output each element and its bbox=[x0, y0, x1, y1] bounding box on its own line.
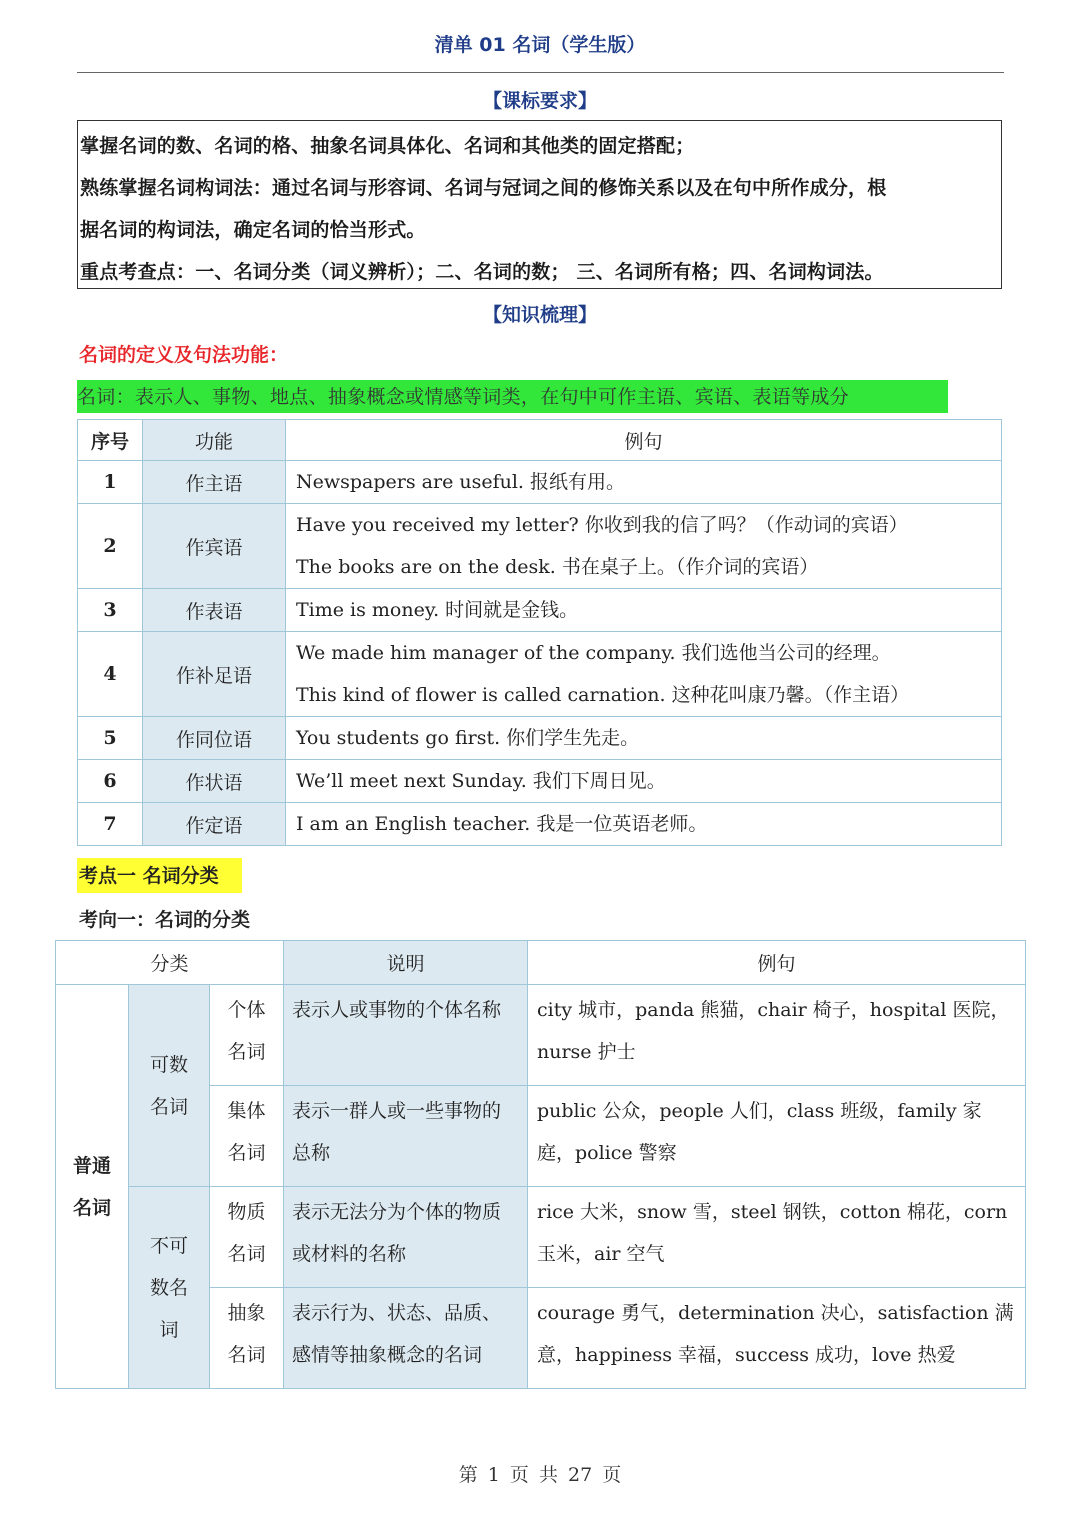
requirement-line: 掌握名词的数、名词的格、抽象名词具体化、名词和其他类的固定搭配； bbox=[80, 135, 695, 157]
table-row bbox=[56, 1187, 1026, 1288]
row-number: 2 bbox=[78, 504, 143, 589]
noun-type: 个体名词 bbox=[210, 985, 284, 1086]
row-number: 4 bbox=[78, 632, 143, 717]
requirement-line: 据名词的构词法，确定名词的恰当形式。 bbox=[80, 219, 426, 241]
row-function: 作定语 bbox=[143, 803, 286, 846]
table-row bbox=[78, 461, 1002, 504]
definition-subheading: 名词的定义及句法功能： bbox=[79, 344, 289, 366]
row-function: 作表语 bbox=[143, 589, 286, 632]
requirement-line: 重点考查点：一、名词分类（词义辨析）；二、名词的数； 三、名词所有格；四、名词构词法。 bbox=[80, 261, 884, 283]
row-example: Time is money. 时间就是金钱。 bbox=[296, 599, 579, 621]
row-example: Have you received my letter? 你收到我的信了吗？（作动词的宾语） bbox=[296, 514, 908, 536]
row-number: 6 bbox=[78, 760, 143, 803]
header-cell: 序号 bbox=[78, 420, 143, 461]
row-example: This kind of flower is called carnation. 这种花叫康乃馨。（作主语） bbox=[296, 684, 910, 706]
row-example: We made him manager of the company. 我们选他当公司的经理。 bbox=[296, 642, 891, 664]
table-header-row bbox=[56, 941, 1026, 985]
row-example: You students go first. 你们学生先走。 bbox=[296, 727, 640, 749]
header-cell: 分类 bbox=[56, 941, 284, 985]
definition-highlight: 名词：表示人、事物、地点、抽象概念或情感等词类，在句中可作主语、宾语、表语等成分 bbox=[77, 380, 948, 413]
table-row bbox=[78, 803, 1002, 846]
row-number: 5 bbox=[78, 717, 143, 760]
row-function: 作主语 bbox=[143, 461, 286, 504]
table-row bbox=[78, 504, 1002, 589]
row-function: 作同位语 bbox=[143, 717, 286, 760]
header-cell: 例句 bbox=[528, 941, 1026, 985]
type-description: 表示一群人或一些事物的总称 bbox=[284, 1086, 528, 1187]
requirement-line: 熟练掌握名词构词法：通过名词与形容词、名词与冠词之间的修饰关系以及在句中所作成分，根 bbox=[80, 177, 887, 199]
page-number: 第 1 页 共 27 页 bbox=[458, 1464, 622, 1486]
row-function: 作补足语 bbox=[143, 632, 286, 717]
table-row bbox=[78, 760, 1002, 803]
type-examples: rice 大米，snow 雪，steel 钢铁，cotton 棉花，corn 玉米，air 空气 bbox=[528, 1187, 1026, 1288]
row-example: I am an English teacher. 我是一位英语老师。 bbox=[296, 813, 708, 835]
classification-table bbox=[55, 940, 1026, 1389]
row-function: 作宾语 bbox=[143, 504, 286, 589]
type-examples: city 城市，panda 熊猫，chair 椅子，hospital 医院，nurse 护士 bbox=[528, 985, 1026, 1086]
direction-label: 考向一：名词的分类 bbox=[79, 909, 251, 931]
sub-category: 不可数名词 bbox=[129, 1187, 210, 1389]
table-header-row bbox=[78, 420, 1002, 461]
page-title: 清单 01 名词（学生版） bbox=[434, 34, 646, 56]
header-cell: 功能 bbox=[143, 420, 286, 461]
requirements-box bbox=[77, 120, 1002, 289]
table-row bbox=[78, 589, 1002, 632]
row-example: The books are on the desk. 书在桌子上。（作介词的宾语） bbox=[296, 556, 819, 578]
table-row bbox=[78, 632, 1002, 717]
type-description: 表示行为、状态、品质、感情等抽象概念的名词 bbox=[284, 1288, 528, 1389]
type-examples: public 公众，people 人们，class 班级，family 家庭，police 警察 bbox=[528, 1086, 1026, 1187]
row-function: 作状语 bbox=[143, 760, 286, 803]
row-number: 1 bbox=[78, 461, 143, 504]
row-example: We’ll meet next Sunday. 我们下周日见。 bbox=[296, 770, 666, 792]
function-table bbox=[77, 419, 1002, 846]
knowledge-heading: 【知识梳理】 bbox=[482, 304, 597, 326]
row-number: 7 bbox=[78, 803, 143, 846]
row-example: Newspapers are useful. 报纸有用。 bbox=[296, 471, 626, 493]
major-category: 普通名词 bbox=[56, 985, 129, 1389]
header-cell: 说明 bbox=[284, 941, 528, 985]
header-cell: 例句 bbox=[286, 420, 1002, 461]
row-number: 3 bbox=[78, 589, 143, 632]
table-row bbox=[56, 985, 1026, 1086]
noun-type: 物质名词 bbox=[210, 1187, 284, 1288]
sub-category: 可数名词 bbox=[129, 985, 210, 1187]
requirements-heading: 【课标要求】 bbox=[482, 90, 597, 112]
noun-type: 抽象名词 bbox=[210, 1288, 284, 1389]
header-divider bbox=[77, 72, 1004, 73]
point-label: 考点一 名词分类 bbox=[77, 858, 242, 893]
type-description: 表示无法分为个体的物质或材料的名称 bbox=[284, 1187, 528, 1288]
type-description: 表示人或事物的个体名称 bbox=[284, 985, 528, 1086]
type-examples: courage 勇气，determination 决心，satisfaction 满意，happiness 幸福，success 成功，love 热爱 bbox=[528, 1288, 1026, 1389]
noun-type: 集体名词 bbox=[210, 1086, 284, 1187]
table-row bbox=[78, 717, 1002, 760]
